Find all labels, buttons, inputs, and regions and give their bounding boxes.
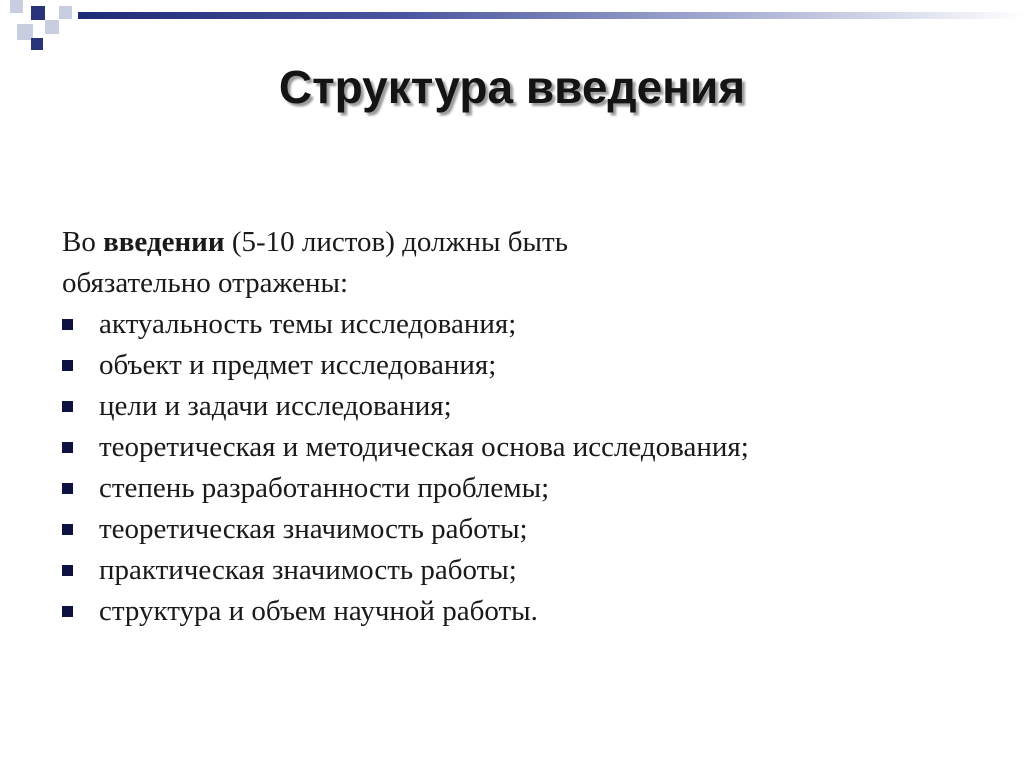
list-item	[62, 550, 962, 591]
intro-line-1	[62, 222, 962, 263]
top-gradient-bar	[78, 12, 1024, 19]
square-bullet-icon	[62, 483, 73, 494]
intro-prefix: Во	[62, 226, 104, 258]
list-item	[62, 509, 962, 550]
list-item-text: теоретическая значимость работы;	[99, 513, 528, 545]
slide-title: Структура введения	[278, 61, 746, 113]
intro-line-2: обязательно отражены:	[62, 267, 349, 299]
intro-suffix: (5-10 листов) должны быть	[224, 226, 568, 258]
list-item	[62, 345, 962, 386]
square-bullet-icon	[62, 319, 73, 330]
decor-square	[31, 38, 43, 50]
decorative-squares	[0, 0, 80, 60]
square-bullet-icon	[62, 565, 73, 576]
list-item	[62, 386, 962, 427]
decor-square	[31, 6, 45, 20]
list-item-text: актуальность темы исследования;	[99, 308, 517, 340]
square-bullet-icon	[62, 401, 73, 412]
list-item-text: объект и предмет исследования;	[99, 349, 497, 381]
list-item-text: теоретическая и методическая основа исследования;	[99, 431, 749, 463]
square-bullet-icon	[62, 524, 73, 535]
list-item	[62, 304, 962, 345]
list-item	[62, 591, 962, 632]
square-bullet-icon	[62, 360, 73, 371]
list-item-text: структура и объем научной работы.	[99, 595, 538, 627]
intro-paragraph	[62, 222, 962, 304]
list-item	[62, 427, 962, 468]
list-item	[62, 468, 962, 509]
intro-bold-word: введении	[103, 226, 225, 258]
decor-square	[45, 20, 59, 34]
decor-square	[59, 6, 72, 19]
slide-body	[62, 222, 962, 632]
list-item-text: цели и задачи исследования;	[99, 390, 452, 422]
list-item-text: практическая значимость работы;	[99, 554, 517, 586]
square-bullet-icon	[62, 606, 73, 617]
square-bullet-icon	[62, 442, 73, 453]
list-item-text: степень разработанности проблемы;	[99, 472, 550, 504]
decor-square	[10, 0, 23, 13]
bullet-list	[62, 304, 962, 632]
